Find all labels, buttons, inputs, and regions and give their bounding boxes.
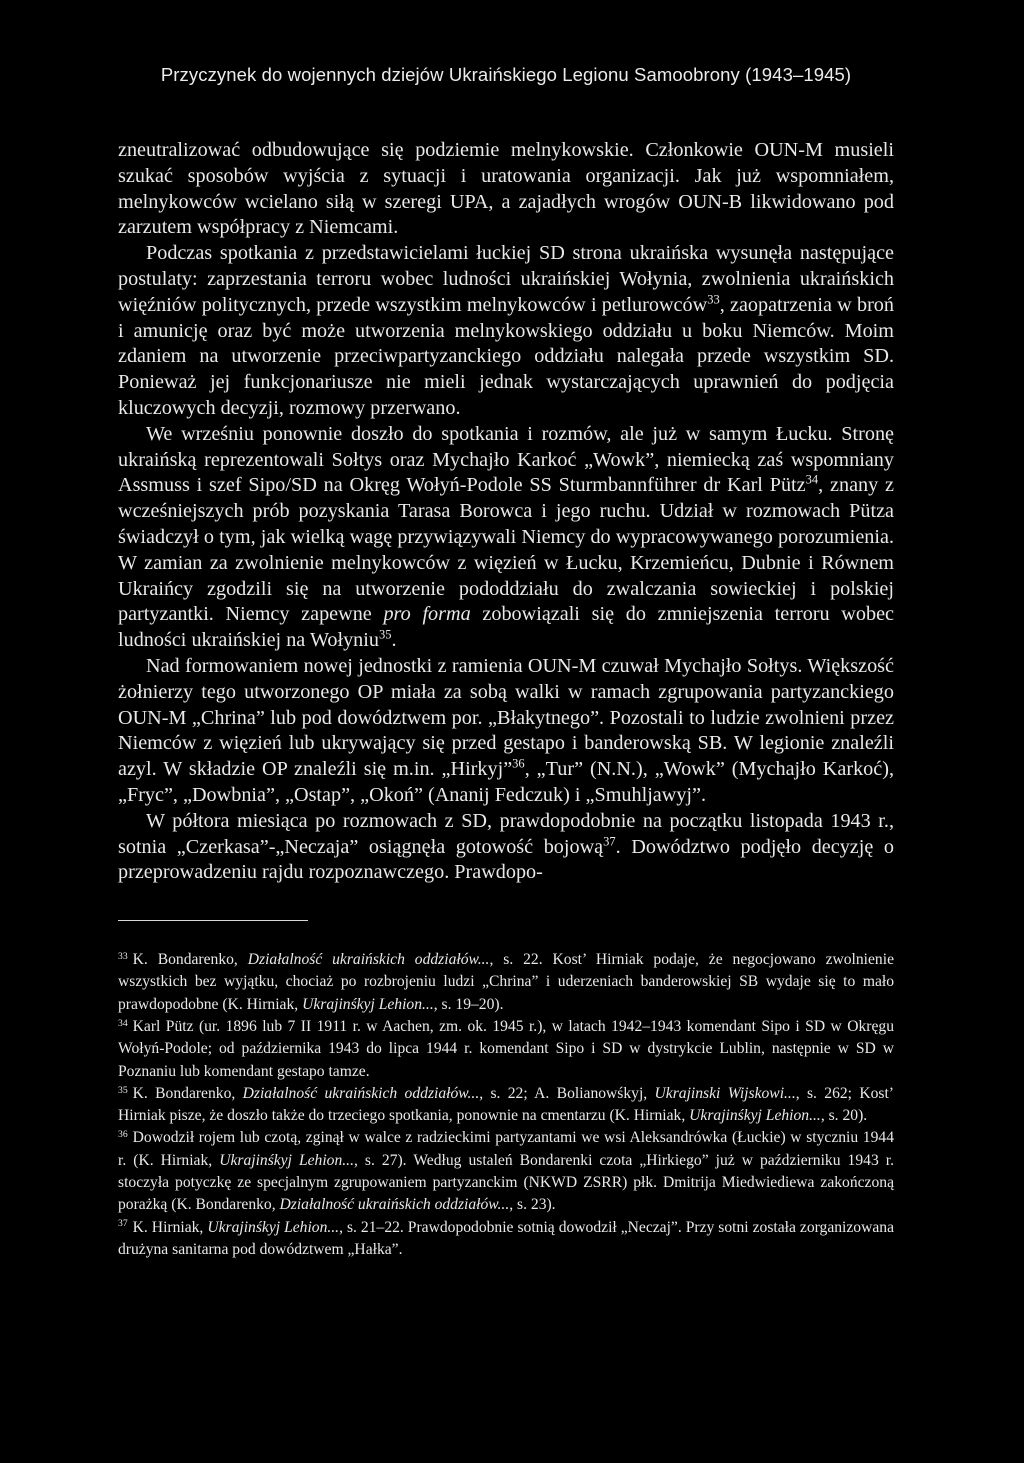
footnote-ref-33[interactable]: 33 [707, 292, 720, 307]
footnote-text: , s. 22; A. Bolianowśkyj, [479, 1084, 655, 1102]
paragraph-text: . Dowództwo podjęło decyzję o przeprowadzeniu rajdu rozpoznawczego. Prawdopo- [118, 835, 895, 884]
footnote-text: , s. 23). [509, 1196, 556, 1214]
footnote-ref-35[interactable]: 35 [378, 627, 392, 642]
body-text [118, 138, 894, 886]
footnote-title: Działalność ukraińskich oddziałów... [279, 1196, 510, 1214]
paragraph-1 [118, 138, 894, 241]
paragraph-text: zobowiązali się do zmniejszenia terroru wobec ludności ukraińskiej na Wołyniu [118, 603, 894, 652]
footnote-title: Działalność ukraińskich oddziałów... [242, 1084, 480, 1102]
footnote-ref-36[interactable]: 36 [512, 756, 525, 771]
footnote-number: 33 [118, 950, 128, 962]
footnote-text: , s. 20). [820, 1107, 868, 1125]
footnote-title: Ukrajinśkyj Lehion... [689, 1107, 821, 1125]
paragraph-text: . [391, 629, 397, 652]
paragraph-text: zneutralizować odbudowujące się podziemie melnykowskie. Członkowie OUN-M musieli szukać sposobów wyjścia z sytuacji i uratowania organizacji. Jak już wspomniałem, melnykowców wcielano siłą w szeregi UPA, a zajadłych wrogów OUN-B likwidowano pod zarzutem współpracy z Niemcami. [118, 139, 894, 239]
paragraph-text: We wrześniu ponownie doszło do spotkania i rozmów, ale już w samym Łucku. Stronę ukraińską reprezentowali Sołtys oraz Mychajło Karkoć „Wowk”, niemiecką zaś wspomniany Assmuss i szef Sipo/SD na Okręg Wołyń-Podole SS Sturmbannführer dr Karl Pütz [118, 422, 894, 497]
footnote-text: K. Bondarenko, [132, 1084, 243, 1102]
footnote-34 [118, 1016, 894, 1083]
paragraph-5 [118, 809, 894, 886]
footnote-text: K. Bondarenko, [132, 951, 248, 969]
footnote-title: Ukrajinśkyj Lehion... [302, 995, 434, 1013]
paragraph-text: Nad formowaniem nowej jednostki z ramienia OUN-M czuwał Mychajło Sołtys. Większość żołnierzy tego utworzonego OP miała za sobą walki w ramach zgrupowania partyzanckiego OUN-M „Chrina” lub pod dowództwem por. „Błakytnego”. Pozostali to ludzie zwolnieni przez Niemców z więzień lub ukrywający się przed gestapo i banderowską SB. W legionie znaleźli azyl. W składzie OP znaleźli się m.in. „Hirkyj” [118, 654, 894, 781]
footnote-33 [118, 949, 894, 1016]
paragraph-3 [118, 422, 894, 654]
footnote-separator [118, 920, 308, 921]
footnote-text: , s. 262; Kost’ Hirniak pisze, że doszło także do trzeciego spotkania, ponownie na cmentarzu (K. Hirniak, [118, 1084, 894, 1125]
paragraph-text: , zaopatrzenia w broń i amunicję oraz być może utworzenia melnykowskiego oddziału u boku Niemców. Moim zdaniem na utworzenie przeciwpartyzanckiego oddziału nalegała przede wszystkim SD. Ponieważ jej funkcjonariusze nie mieli jednak wystarczających uprawnień do podjęcia kluczowych decyzji, rozmowy przerwano. [118, 293, 894, 419]
footnote-number: 37 [118, 1218, 128, 1230]
footnote-text: , s. 19–20). [433, 995, 504, 1013]
paragraph-text: , „Tur” (N.N.), „Wowk” (Mychajło Karkoć), „Fryc”, „Dowbnia”, „Ostap”, „Okoń” (Ananij Fedczuk) i „Smuhljawyj”. [118, 758, 894, 806]
footnote-ref-37[interactable]: 37 [603, 833, 616, 848]
footnote-title: Ukrajinśkyj Lehion... [207, 1218, 340, 1236]
italic-phrase: pro forma [383, 603, 471, 626]
paragraph-text: Podczas spotkania z przedstawicielami łuckiej SD strona ukraińska wysunęła następujące postulaty: zaprzestania terroru wobec ludności ukraińskiej Wołynia, zwolnienia ukraińskich więźniów politycznych, przede wszystkim melnykowców i petlurowców [118, 242, 894, 316]
running-header: Przyczynek do wojennych dziejów Ukraińskiego Legionu Samoobrony (1943–1945) [160, 64, 852, 85]
paragraph-4 [118, 654, 894, 809]
page [118, 64, 894, 1261]
footnote-text: , s. 22. Kost’ Hirniak podaje, że negocjowano zwolnienie wszystkich bez wyjątku, chociaż po rozbrojeniu ludzi „Chrina” i uderzeniach banderowskiej SB wydaje się to mało prawdopodobne (K. Hirniak, [118, 951, 894, 1013]
paragraph-text: W półtora miesiąca po rozmowach z SD, prawdopodobnie na początku listopada 1943 r., sotnia „Czerkasa”-„Neczaja” osiągnęła gotowość bojową [118, 809, 894, 858]
footnote-number: 34 [118, 1017, 128, 1029]
footnote-text: , s. 27). Według ustaleń Bondarenki czota „Hirkiego” już w październiku 1943 r. stoczyła potyczkę ze specjalnym zgrupowaniem partyzanckim (NKWD ZSRR) płk. Dmitrija Miedwiediewa zakończoną porażką (K. Bondarenko, [118, 1151, 894, 1214]
footnote-text: Dowodził rojem lub czotą, zginął w walce z radzieckimi partyzantami we wsi Aleksandrówka (Łuckie) w styczniu 1944 r. (K. Hirniak, [118, 1129, 894, 1169]
footnote-text: K. Hirniak, [132, 1218, 208, 1236]
footnote-number: 35 [118, 1084, 128, 1096]
footnote-text: Karl Pütz (ur. 1896 lub 7 II 1911 r. w Aachen, zm. ok. 1945 r.), w latach 1942–1943 komendant Sipo i SD w Okręgu Wołyń-Podole; od października 1943 do lipca 1944 r. komendant Sipo i SD w dystrykcie Lublin, następnie w SD w Poznaniu lub komendant gestapo tamze. [118, 1018, 894, 1080]
footnote-text: , s. 21–22. Prawdopodobnie sotnią dowodził „Neczaj”. Przy sotni została zorganizowana drużyna sanitarna pod dowództwem „Hałka”. [118, 1218, 894, 1258]
footnote-37 [118, 1217, 894, 1262]
footnote-ref-34[interactable]: 34 [805, 472, 819, 487]
footnotes [118, 949, 894, 1261]
footnote-title: Ukrajinski Wijskowi... [654, 1084, 796, 1102]
footnote-title: Ukrajinśkyj Lehion... [219, 1151, 354, 1169]
footnote-number: 36 [118, 1129, 128, 1141]
paragraph-2 [118, 241, 894, 422]
paragraph-text: , znany z wcześniejszych prób pozyskania Tarasa Borowca i jego ruchu. Udział w rozmowach Pütza świadczył o tym, jak wielką wagę przywiązywali Niemcy do wypracowywanego porozumienia. W zamian za zwolnienie melnykowców z więzień w Łucku, Krzemieńcu, Dubnie i Równem Ukraińcy zgodzili się na utworzenie pododdziału do zwalczania sowieckiej i polskiej partyzantki. Niemcy zapewne [118, 474, 894, 626]
footnote-35 [118, 1083, 894, 1128]
footnote-title: Działalność ukraińskich oddziałów... [247, 951, 490, 969]
footnote-36 [118, 1127, 894, 1216]
